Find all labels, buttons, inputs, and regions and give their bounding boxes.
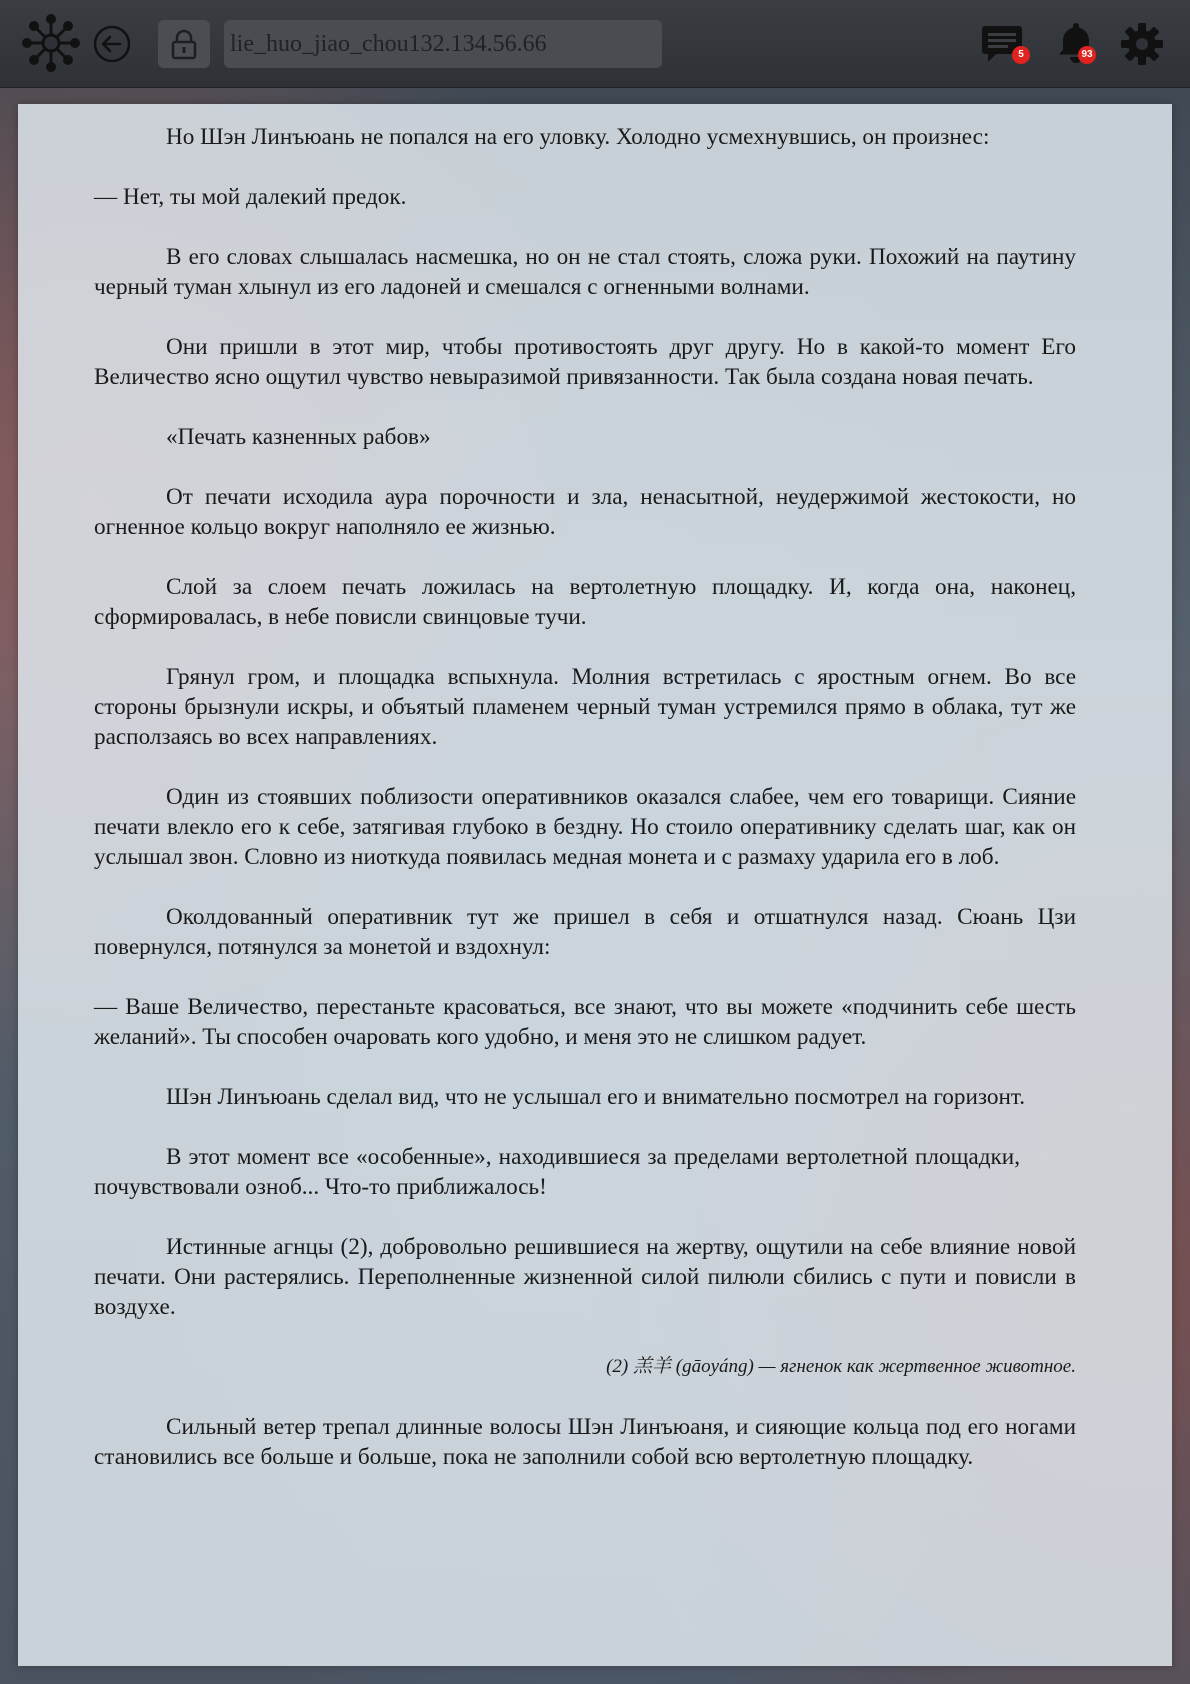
network-hub-icon[interactable] [22, 14, 80, 72]
paragraph: Сильный ветер трепал длинные волосы Шэн Линъюаня, и сияющие кольца под его ногами становились все больше и больше, пока не заполнили собой всю вертолетную площадку. [94, 1414, 1076, 1470]
paragraph: Околдованный оперативник тут же пришел в себя и отшатнулся назад. Сюань Цзи повернулся, потянулся за монетой и вздохнул: [94, 904, 1076, 960]
footnote: (2) 羔羊 (gāoyáng) — ягненок как жертвенное животное. [606, 1356, 1076, 1377]
notifications-button[interactable] [1056, 20, 1100, 66]
paragraph-part: почувствовали озноб... Что-то приближалось! [94, 1174, 547, 1200]
paragraph [94, 1142, 1076, 1202]
lock-icon [168, 28, 200, 60]
paragraph: Они пришли в этот мир, чтобы противостоять друг другу. Но в какой-то момент Его Величество ясно ощутил чувство невыразимой привязанности. Так была создана новая печать. [94, 334, 1076, 390]
messages-badge: 5 [1012, 46, 1030, 64]
paragraph: «Печать казненных рабов» [166, 424, 431, 450]
paragraph: Истинные агнцы (2), добровольно решившиеся на жертву, ощутили на себе влияние новой печати. Они растерялись. Переполненные жизненной силой пилюли сбились с пути и повисли в воздухе. [94, 1234, 1076, 1320]
messages-button[interactable] [980, 24, 1028, 64]
paragraph: Но Шэн Линъюань не попался на его уловку. Холодно усмехнувшись, он произнес: [166, 124, 990, 150]
paragraph: От печати исходила аура порочности и зла, ненасытной, неудержимой жестокости, но огненное кольцо вокруг наполняло ее жизнью. [94, 484, 1076, 540]
paragraph: Шэн Линъюань сделал вид, что не услышал его и внимательно посмотрел на горизонт. [166, 1084, 1026, 1110]
paragraph: В его словах слышалась насмешка, но он не стал стоять, сложа руки. Похожий на паутину черный туман хлынул из его ладоней и смешался с огненными волнами. [94, 244, 1076, 300]
paragraph: Один из стоявших поблизости оперативников оказался слабее, чем его товарищи. Сияние печати влекло его к себе, затягивая глубоко в бездну. Но стоило оперативнику сделать шаг, как он услышал звон. Словно из ниоткуда появилась медная монета и с размаху ударила его в лоб. [94, 784, 1076, 870]
reading-page [18, 104, 1172, 1666]
paragraph: — Ваше Величество, перестаньте красоваться, все знают, что вы можете «подчинить себе шесть желаний». Ты способен очаровать кого удобно, и меня это не слишком радует. [94, 994, 1076, 1050]
lock-button[interactable] [158, 20, 210, 68]
back-arrow-icon[interactable] [92, 24, 132, 64]
notifications-badge: 93 [1078, 46, 1096, 64]
chapter-text [94, 122, 1076, 1502]
paragraph: — Нет, ты мой далекий предок. [94, 184, 407, 210]
paragraph: Грянул гром, и площадка вспыхнула. Молния встретилась с яростным огнем. Во все стороны брызнули искры, и объятый пламенем черный туман устремился прямо в облака, тут же расползаясь во всех направлениях. [94, 664, 1076, 750]
gear-icon [1120, 22, 1164, 66]
paragraph-part: В этот момент все «особенные», находившиеся за пределами вертолетной площадки, [166, 1144, 1020, 1170]
paragraph: Слой за слоем печать ложилась на вертолетную площадку. И, когда она, наконец, сформировалась, в небе повисли свинцовые тучи. [94, 574, 1076, 630]
settings-button[interactable] [1120, 22, 1164, 66]
address-input[interactable] [224, 20, 662, 68]
top-toolbar [0, 0, 1190, 88]
